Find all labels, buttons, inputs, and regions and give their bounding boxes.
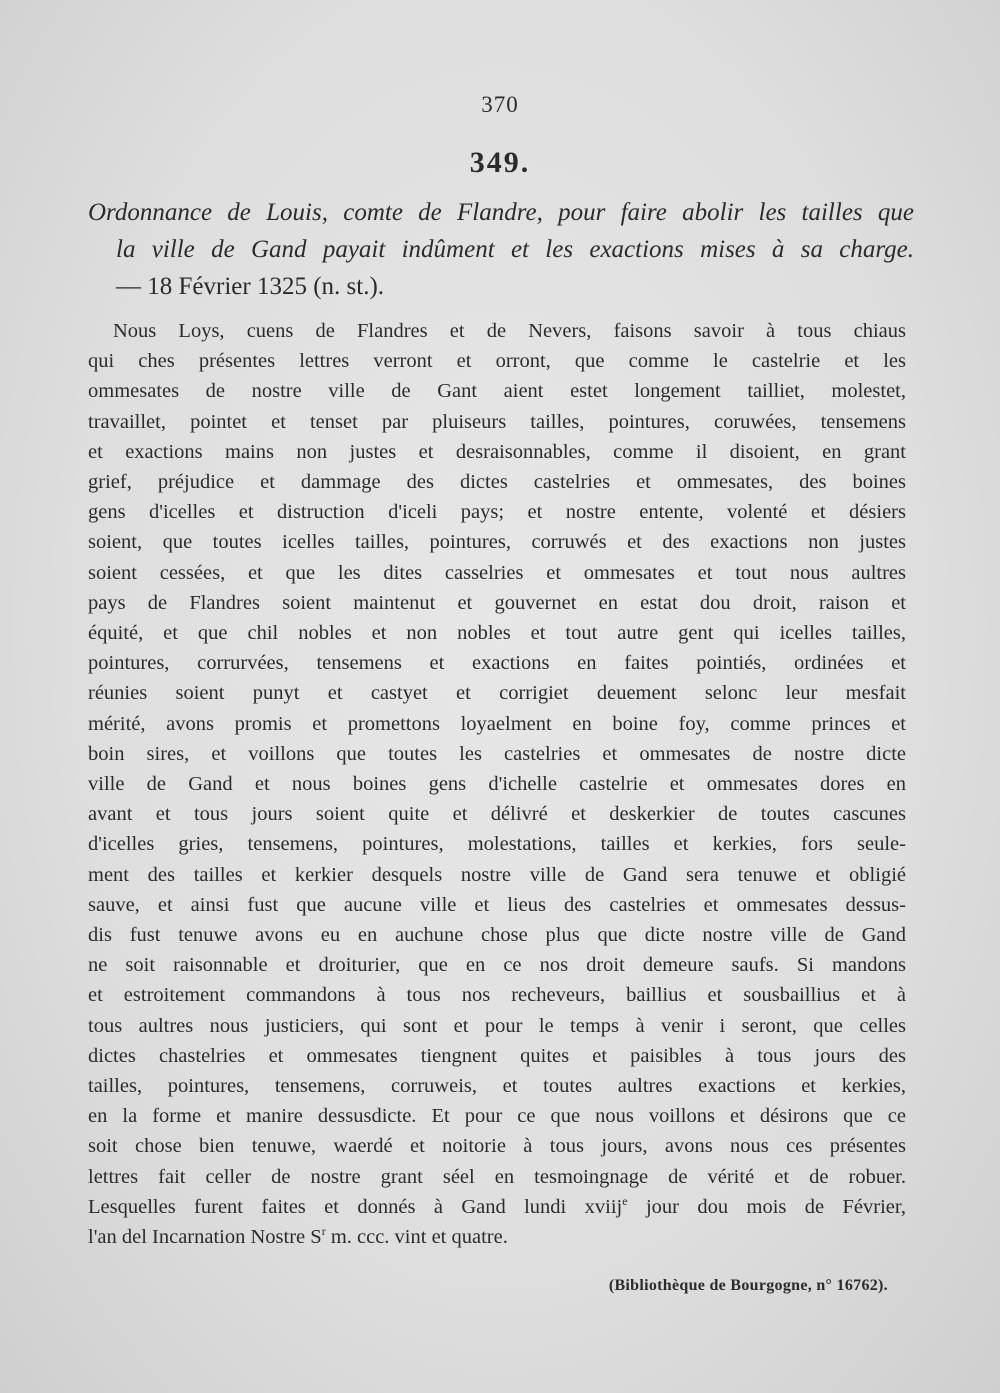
body-line: en la forme et manire dessusdicte. Et pour ce que nous voillons et désirons que ce (88, 1105, 906, 1128)
body-line: et estroitement commandons à tous nos recheveurs, baillius et sousbaillius et à (88, 984, 906, 1007)
body-line: réunies soient punyt et castyet et corrigiet deuement selonc leur mesfait (88, 682, 906, 705)
document-title (88, 194, 914, 305)
closing-line-1 (88, 1192, 906, 1222)
body-line: dis fust tenuwe avons eu en auchune chose plus que dicte nostre ville de Gand (88, 924, 906, 947)
body-line: soit chose bien tenuwe, waerdé et noitorie à tous jours, avons nous ces présentes (88, 1135, 906, 1158)
body-line: et exactions mains non justes et desraisonnables, comme il disoient, en grant (88, 440, 906, 463)
body-line: avant et tous jours soient quite et délivré et deskerkier de toutes cascunes (88, 803, 906, 826)
title-line-2: la ville de Gand payait indûment et les exactions mises à sa charge. (116, 236, 914, 263)
closing-line-2 (88, 1222, 906, 1252)
body-line: tous aultres nous justiciers, qui sont et pour le temps à venir i seront, que celles (88, 1014, 906, 1037)
title-date-line: — 18 Février 1325 (n. st.). (116, 273, 385, 300)
body-line: ment des tailles et kerkier desquels nostre ville de Gand sera tenuwe et obligié (88, 863, 906, 886)
closing-line-1-text: Lesquelles furent faites et donnés à Gand lundi xviij (88, 1195, 623, 1218)
page-number: 370 (481, 92, 519, 117)
closing-line-1-rest: jour dou mois de Février, (627, 1195, 907, 1218)
body-line: mérité, avons promis et promettons loyaelment en boine foy, comme princes et (88, 712, 906, 735)
body-line: sauve, et ainsi fust que aucune ville et lieus des castelries et ommesates dessus- (88, 893, 906, 916)
closing-line-2-text: l'an del Incarnation Nostre S (88, 1226, 322, 1249)
body-line: dictes chastelries et ommesates tiengnent quites et paisibles à tous jours des (88, 1044, 906, 1067)
closing-line-1-sup: e (622, 1194, 628, 1209)
body-line: lettres fait celler de nostre grant séel en tesmoingnage de vérité et de robuer. (88, 1165, 906, 1188)
body-line: boin sires, et voillons que toutes les castelries et ommesates de nostre dicte (88, 742, 906, 765)
body-line: ville de Gand et nous boines gens d'ichelle castelrie et ommesates dores en (88, 773, 906, 796)
body-line: qui ches présentes lettres verront et orront, que comme le castelrie et les (88, 350, 906, 373)
body-line: ommesates de nostre ville de Gant aient estet longement tailliet, molestet, (88, 380, 906, 403)
body-line: équité, et que chil nobles et non nobles et tout autre gent qui icelles tailles, (88, 622, 906, 645)
document-body (88, 316, 906, 1252)
title-line-1: Ordonnance de Louis, comte de Flandre, pour faire abolir les tailles que (88, 199, 914, 226)
document-number: 349. (469, 146, 531, 179)
body-line: gens d'icelles et distruction d'iceli pays; et nostre entente, volenté et désiers (88, 501, 906, 524)
body-line: Nous Loys, cuens de Flandres et de Nevers, faisons savoir à tous chiaus (113, 320, 906, 342)
source-citation: (Bibliothèque de Bourgogne, n° 16762). (608, 1277, 888, 1294)
body-line: grief, préjudice et dammage des dictes castelries et ommesates, des boines (88, 471, 906, 494)
body-line: pointures, corrurvées, tensemens et exactions en faites pointiés, ordinées et (88, 652, 906, 675)
body-line: ne soit raisonnable et droiturier, que en ce nos droit demeure saufs. Si mandons (88, 954, 906, 977)
body-line: d'icelles gries, tensemens, pointures, molestations, tailles et kerkies, fors seule- (88, 833, 906, 856)
body-line: tailles, pointures, tensemens, corruweis, et toutes aultres exactions et kerkies, (88, 1075, 906, 1098)
closing-line-2-sup: r (321, 1224, 326, 1239)
body-line: travaillet, pointet et tenset par pluiseurs tailles, pointures, coruwées, tensemens (88, 410, 906, 433)
body-line: pays de Flandres soient maintenut et gouvernet en estat dou droit, raison et (88, 591, 906, 614)
body-line: soient, que toutes icelles tailles, pointures, corruwés et des exactions non justes (88, 531, 906, 554)
body-line: soient cessées, et que les dites casselries et ommesates et tout nous aultres (88, 561, 906, 584)
closing-line-2-rest: m. ccc. vint et quatre. (325, 1226, 508, 1249)
